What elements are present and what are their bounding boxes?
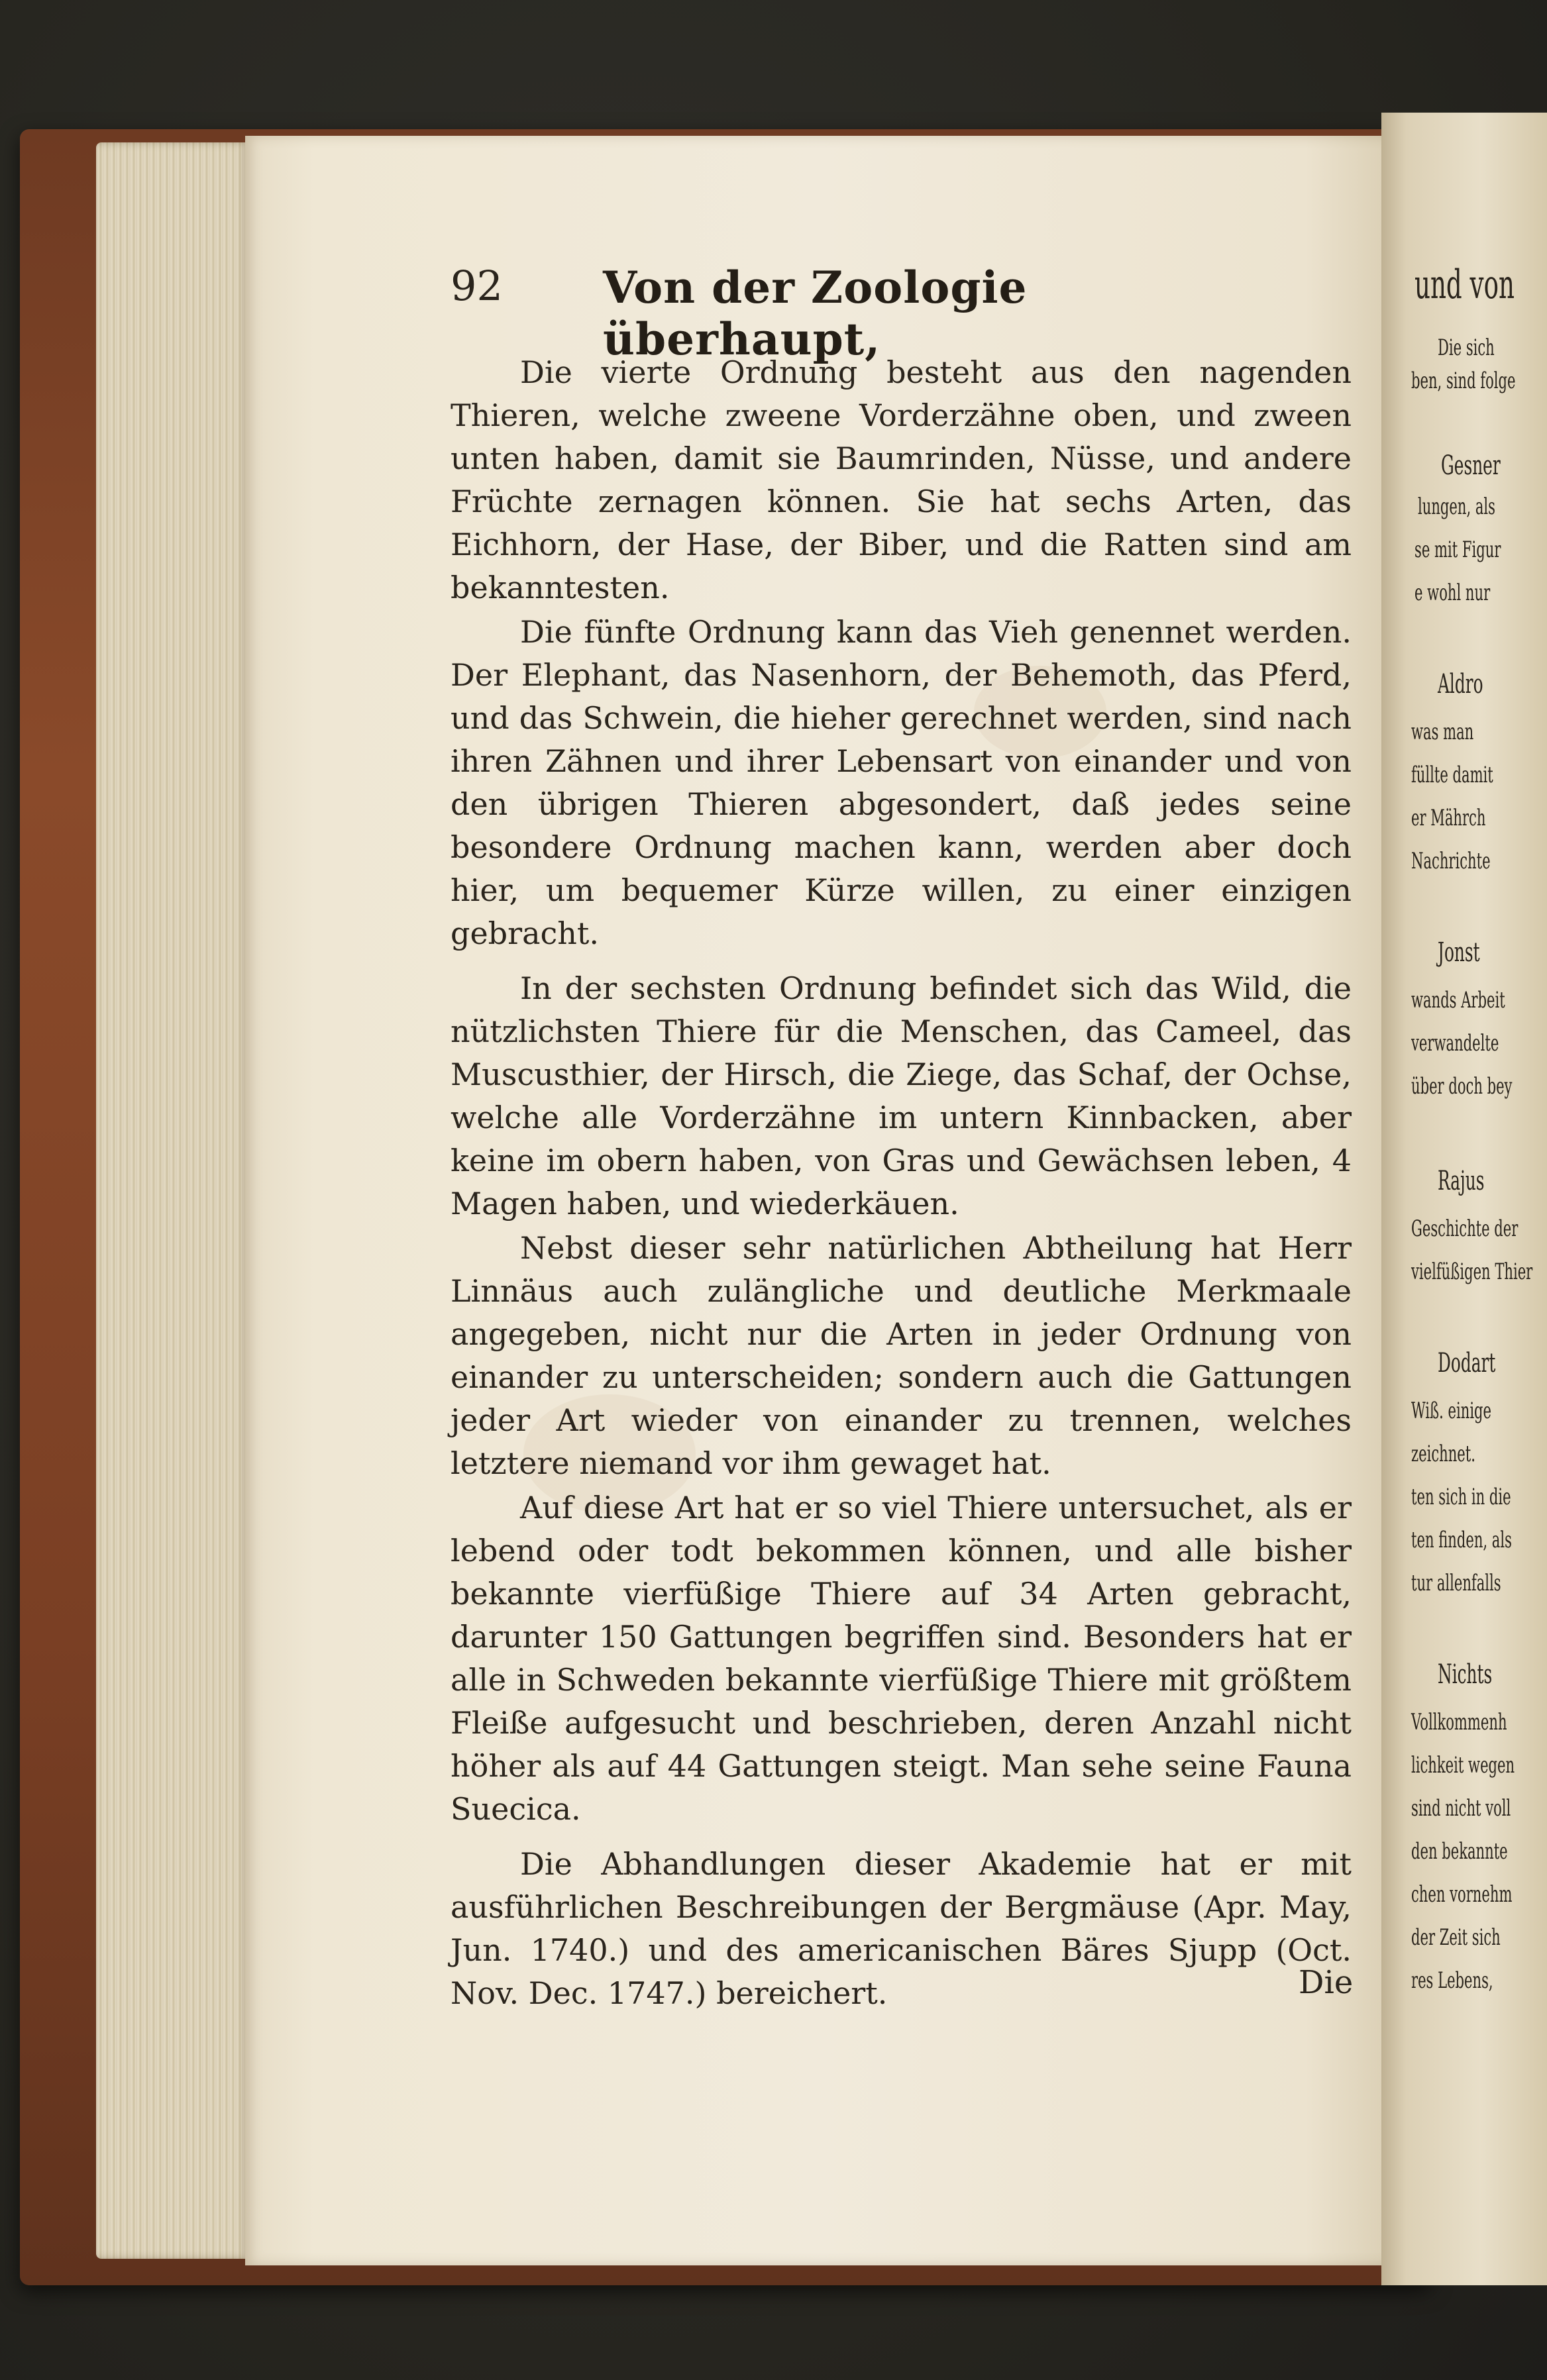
facing-fragment: den bekannte [1411, 1838, 1508, 1865]
facing-fragment: Geschichte der [1411, 1216, 1519, 1242]
facing-fragment: vielfüßigen Thier [1411, 1259, 1533, 1285]
facing-fragment: Gesner [1441, 450, 1501, 481]
facing-fragment: sind nicht voll [1411, 1795, 1511, 1822]
facing-fragment: Vollkommenh [1411, 1709, 1507, 1735]
facing-fragment: zeichnet. [1411, 1441, 1475, 1467]
facing-fragment: tur allenfalls [1411, 1570, 1501, 1596]
facing-fragment: Wiß. einige [1411, 1398, 1492, 1424]
facing-fragment: füllte damit [1411, 762, 1493, 788]
facing-fragment: er Mährch [1411, 805, 1486, 831]
facing-fragment: verwandelte [1411, 1030, 1499, 1057]
catchword: Die [1299, 1964, 1354, 2001]
facing-fragment: ten finden, als [1411, 1527, 1512, 1553]
facing-fragment: wands Arbeit [1411, 987, 1505, 1013]
facing-fragment: Nichts [1438, 1659, 1493, 1690]
paragraph: Die fünfte Ordnung kann das Vieh genennet werden. Der Elephant, das Nasenhorn, der Behemoth, das Pferd, und das Schwein, die hieher gerechnet werden, sind nach ihren Zähnen und ihrer Lebensart von einander und von den übrigen Thieren abgesondert, daß jedes seine besondere Ordnung machen kann, werden aber doch hier, um bequemer Kürze willen, zu einer einzigen gebracht. [451, 614, 1352, 951]
facing-fragment: chen vornehm [1411, 1881, 1513, 1908]
paragraph: Die vierte Ordnung besteht aus den nagenden Thieren, welche zweene Vorderzähne oben, und zween unten haben, damit sie Baumrinden, Nüsse, und andere Früchte zernagen können. Sie hat sechs Arten, das Eichhorn, der Hase, der Biber, und die Ratten sind am bekanntesten. [451, 354, 1352, 605]
page-number: 92 [451, 262, 503, 310]
facing-fragment: und von [1414, 262, 1515, 308]
facing-fragment: Aldro [1438, 669, 1483, 699]
paragraph: In der sechsten Ordnung befindet sich das Wild, die nützlichsten Thiere für die Menschen, das Cameel, das Muscusthier, der Hirsch, die Ziege, das Schaf, der Ochse, welche alle Vorderzähne im untern Kinnbacken, aber keine im obern haben, von Gras und Gewächsen leben, 4 Magen haben, und wiederkäuen. [451, 970, 1352, 1221]
paragraph: Nebst dieser sehr natürlichen Abtheilung hat Herr Linnäus auch zulängliche und deutliche Merkmaale angegeben, nicht nur die Arten in jeder Ordnung von einander zu unterscheiden; sondern auch die Gattungen jeder Art wieder von einander zu trennen, welches letztere niemand vor ihm gewaget hat. [451, 1230, 1352, 1481]
facing-fragment: ben, sind folge [1411, 368, 1516, 394]
facing-fragment: Nachrichte [1411, 848, 1491, 874]
facing-fragment: lichkeit wegen [1411, 1752, 1515, 1779]
paragraph: Auf diese Art hat er so viel Thiere untersuchet, als er lebend oder todt bekommen können, und alle bisher bekannte vierfüßige Thiere auf 34 Arten gebracht, darunter 150 Gattungen begriffen sind. Besonders hat er alle in Schweden bekannte vierfüßige Thiere mit größtem Fleiße aufgesucht und beschrieben, deren Anzahl nicht höher als auf 44 Gattungen steigt. Man sehe seine Fauna Suecica. [451, 1490, 1352, 1827]
facing-fragment: se mit Figur [1414, 537, 1501, 563]
facing-fragment: lungen, als [1418, 493, 1495, 520]
paragraph: Die Abhandlungen dieser Akademie hat er mit ausführlichen Beschreibungen der Bergmäuse (Apr. May, Jun. 1740.) und des americanischen Bäres Sjupp (Oct. Nov. Dec. 1747.) bereichert. [451, 1846, 1352, 2011]
facing-fragment: ten sich in die [1411, 1484, 1511, 1510]
running-title: Von der Zoologie überhaupt, [603, 262, 1028, 365]
page-edges [96, 142, 248, 2259]
facing-fragment: der Zeit sich [1411, 1924, 1501, 1951]
facing-fragment: Rajus [1438, 1166, 1485, 1196]
facing-fragment: über doch bey [1411, 1073, 1513, 1100]
facing-page [1381, 113, 1547, 2285]
facing-fragment: Die sich [1438, 335, 1495, 361]
facing-fragment: e wohl nur [1414, 580, 1491, 606]
page-header [451, 262, 1285, 365]
facing-fragment: Jonst [1438, 937, 1480, 968]
facing-fragment: was man [1411, 719, 1474, 745]
page-body [451, 351, 1352, 2015]
facing-fragment: res Lebens, [1411, 1967, 1493, 1994]
facing-fragment: Dodart [1438, 1348, 1496, 1378]
